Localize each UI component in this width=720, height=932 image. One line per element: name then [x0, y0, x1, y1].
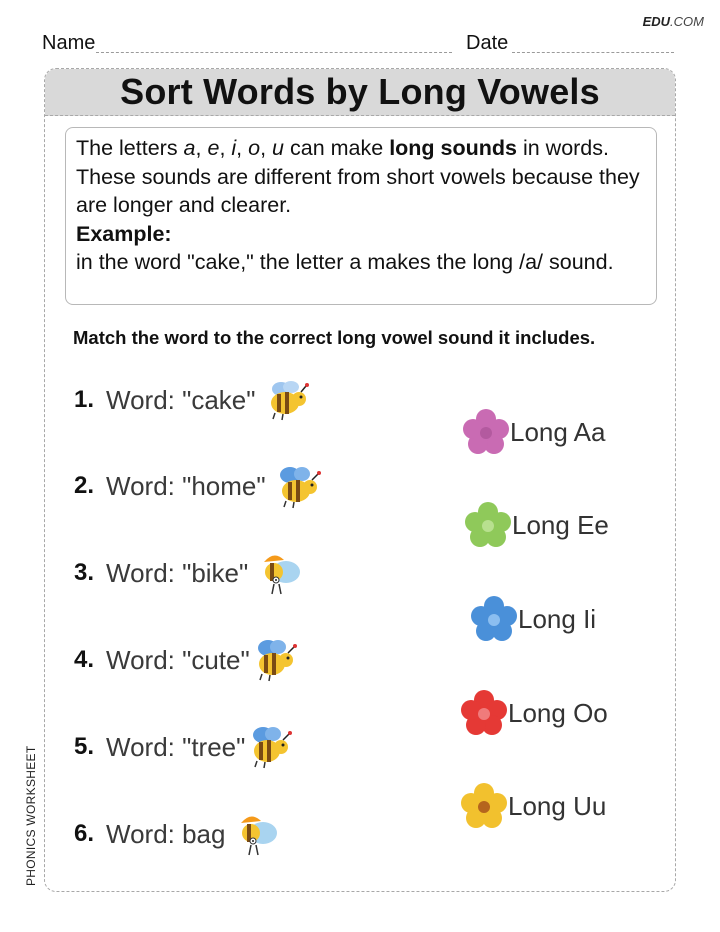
word-text: Word: "cute": [106, 644, 250, 675]
vowel-e: e: [207, 136, 220, 160]
brand-logo: [643, 14, 704, 29]
flower-icon: [470, 595, 518, 643]
word-text: Word: "bike": [106, 557, 249, 588]
example-label: Example:: [76, 221, 172, 246]
date-label: Date: [466, 32, 509, 54]
vowel-option: [460, 689, 608, 737]
vowel-i: i: [231, 136, 237, 160]
bee-icon: [254, 550, 306, 596]
vowel-option: [462, 408, 605, 456]
word-number: 1.: [74, 386, 95, 413]
bee-icon: [272, 463, 324, 509]
brand-com: .COM: [670, 14, 704, 29]
flower-icon: [460, 689, 508, 737]
vowel-label: Long Ii: [518, 603, 597, 634]
date-field[interactable]: [512, 52, 674, 53]
word-item: [74, 725, 297, 769]
vowel-label: Long Uu: [508, 790, 607, 821]
info-text: in words.: [516, 136, 609, 160]
vowel-a: a: [183, 136, 196, 160]
word-number: 3.: [74, 559, 95, 586]
vowel-option: [470, 595, 596, 643]
vowel-option: [464, 501, 609, 549]
vowel-u: u: [272, 136, 285, 160]
info-bold-text: long sounds: [389, 136, 517, 160]
bee-icon: [261, 377, 313, 423]
word-text: Word: "home": [106, 470, 266, 501]
vowel-o: o: [248, 136, 261, 160]
info-text: The letters: [76, 136, 184, 160]
word-item: [74, 812, 283, 856]
info-line-2: These sounds are different from short vowels because they are longer and clearer.: [76, 164, 640, 217]
instruction-text: Match the word to the correct long vowel sound it includes.: [73, 327, 596, 348]
worksheet-title: Sort Words by Long Vowels: [120, 71, 600, 112]
vowel-option: [460, 782, 606, 830]
info-box: [65, 127, 657, 305]
example-text: in the word "cake," the letter a makes the long /a/ sound.: [76, 250, 614, 274]
brand-edu: EDU: [642, 14, 671, 29]
word-text: Word: "tree": [106, 731, 246, 762]
title-bar: [45, 69, 675, 116]
vowel-label: Long Aa: [510, 416, 606, 447]
word-item: [74, 464, 324, 508]
side-label: PHONICS WORKSHEET: [24, 745, 38, 886]
word-number: 5.: [74, 733, 95, 760]
word-item: [74, 551, 306, 595]
word-text: Word: "cake": [106, 384, 256, 415]
bee-icon: [250, 637, 302, 683]
word-number: 4.: [74, 646, 95, 673]
bee-icon: [231, 811, 283, 857]
separator: ,: [236, 136, 249, 160]
word-number: 6.: [74, 820, 95, 847]
bee-icon: [245, 724, 297, 770]
name-field[interactable]: [96, 52, 452, 53]
flower-icon: [462, 408, 510, 456]
separator: ,: [195, 136, 208, 160]
flower-icon: [460, 782, 508, 830]
info-text: can make: [284, 136, 390, 160]
separator: ,: [219, 136, 232, 160]
info-line-1: [76, 134, 646, 163]
word-number: 2.: [74, 472, 95, 499]
word-item: [74, 378, 313, 422]
flower-icon: [464, 501, 512, 549]
name-label: Name: [42, 32, 96, 54]
vowel-label: Long Ee: [512, 509, 609, 540]
word-text: Word: bag: [106, 818, 226, 849]
word-item: [74, 638, 302, 682]
vowel-label: Long Oo: [508, 697, 608, 728]
separator: ,: [260, 136, 273, 160]
